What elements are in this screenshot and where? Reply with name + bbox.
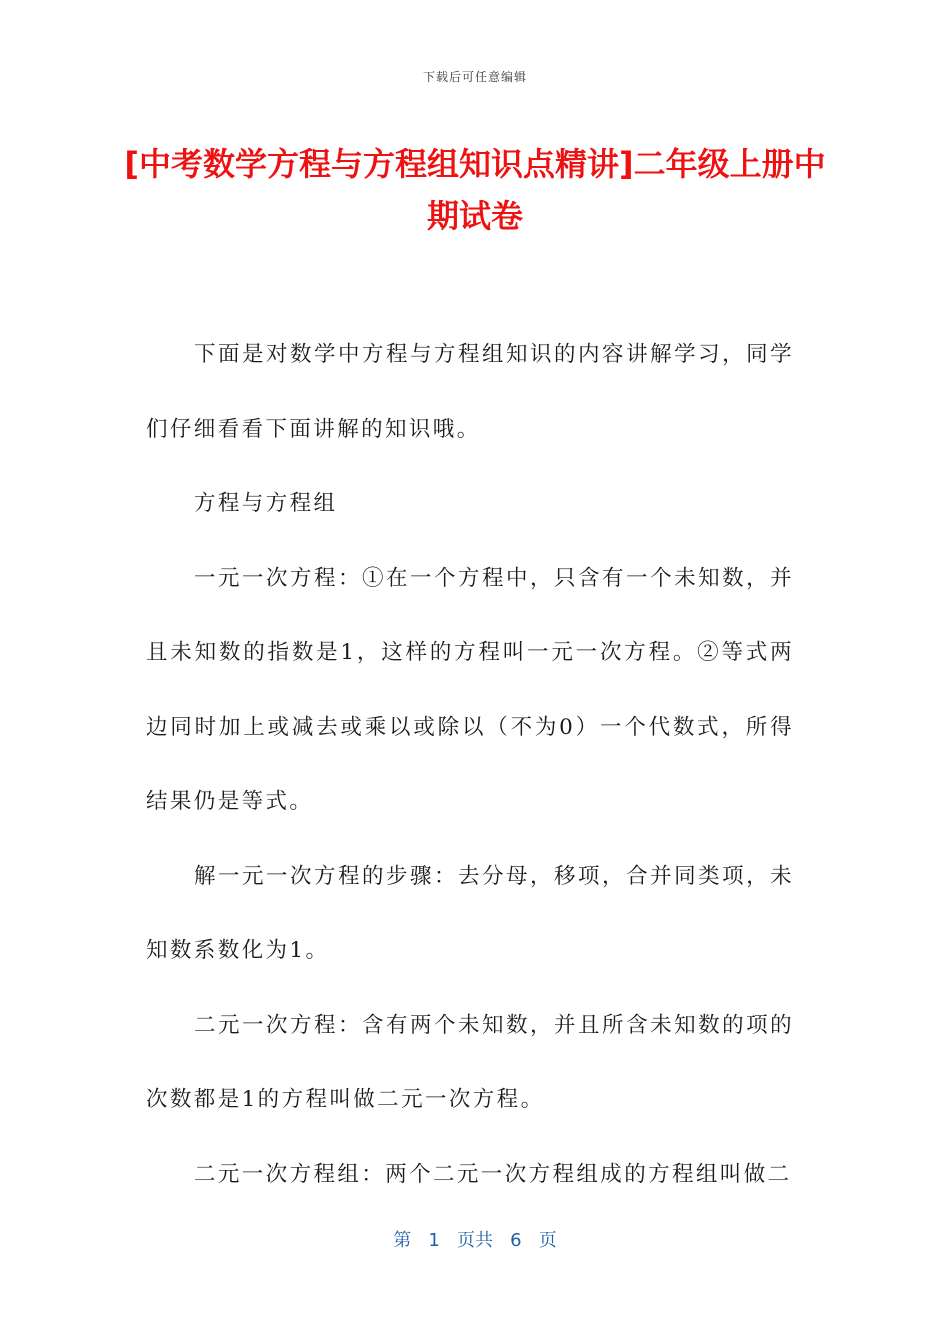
page-label-middle: 页共 <box>457 1230 493 1251</box>
document-title: [中考数学方程与方程组知识点精讲]二年级上册中期试卷 <box>124 145 826 235</box>
paragraph-intro: 下面是对数学中方程与方程组知识的内容讲解学习，同学们仔细看看下面讲解的知识哦。 <box>146 342 794 442</box>
paragraph-solving-steps: 解一元一次方程的步骤：去分母，移项，合并同类项，未知数系数化为1。 <box>146 863 794 963</box>
page-footer <box>0 1226 950 1252</box>
total-pages-number: 6 <box>510 1230 522 1251</box>
header-note: 下载后可任意编辑 <box>422 70 527 84</box>
document-body <box>146 318 794 1212</box>
page-label-prefix: 第 <box>393 1230 412 1251</box>
current-page-number: 1 <box>428 1230 440 1251</box>
paragraph-linear-equation: 一元一次方程：①在一个方程中，只含有一个未知数，并且未知数的指数是1，这样的方程叫一元一次方程。②等式两边同时加上或减去或乘以或除以（不为0）一个代数式，所得结果仍是等式。 <box>146 565 794 814</box>
paragraph-two-variable-equation: 二元一次方程：含有两个未知数，并且所含未知数的项的次数都是1的方程叫做二元一次方程。 <box>146 1012 794 1112</box>
page-label-suffix: 页 <box>538 1230 557 1251</box>
paragraph-equation-system: 二元一次方程组：两个二元一次方程组成的方程组叫做二 <box>194 1161 792 1187</box>
paragraph-section-heading: 方程与方程组 <box>194 491 338 516</box>
